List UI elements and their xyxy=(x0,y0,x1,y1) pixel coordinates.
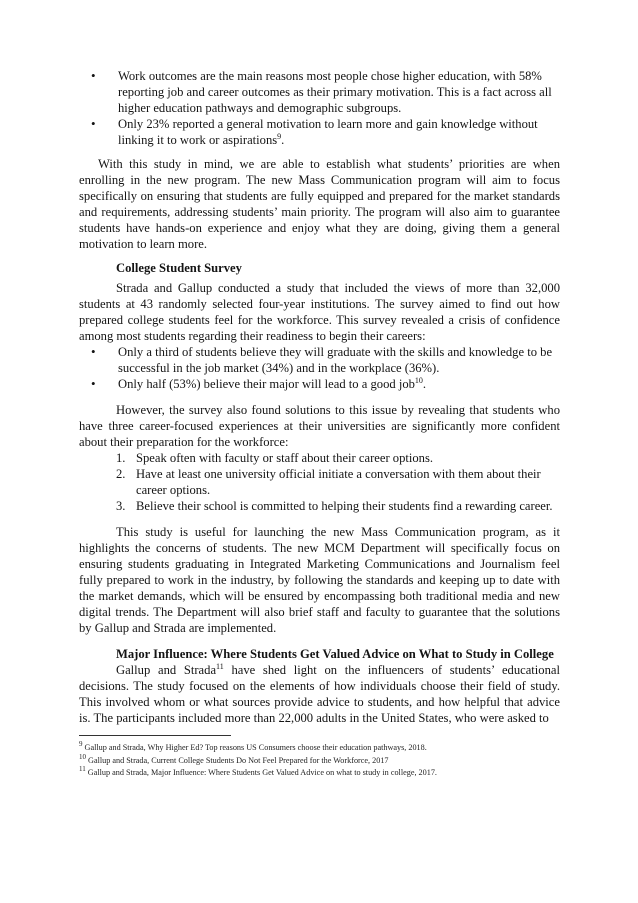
paragraph-useful-study: This study is useful for launching the new Mass Communication program, as it highlights the concerns of students. The new MCM Department will specifically focus on ensuring students graduating in Integrated Marketing Communications and Journalism feel fully prepared to work in the industry, by following the standards and keeping up to date with the market demands, which will be ensured by encompassing both traditional media and new digital trends. The Department will also brief staff and faculty to guarantee that the solutions by Gallup and Strada are implemented. xyxy=(79,525,560,635)
footnote-ref: 11 xyxy=(216,662,224,671)
footnote-divider xyxy=(79,735,231,736)
career-experience-list xyxy=(79,450,560,514)
section-heading-major-influence: Major Influence: Where Students Get Valued Advice on What to Study in College xyxy=(116,647,554,661)
bullet-text-end: . xyxy=(281,133,285,147)
bullet-text-end: . xyxy=(422,377,427,391)
list-number: 2. xyxy=(116,467,126,481)
bullet-icon: • xyxy=(91,68,96,83)
paragraph-study-in-mind: With this study in mind, we are able to establish what students’ priorities are when enrolling in the new program. The new Mass Communication program will aim to focus specifically on ensuring that students are fully equipped and prepared for the market standards and requirements, addressing students’ main priority. The program will also aim to guarantee students have hands-on experience and enjoy what they are doing, giving them a general motivation to learn more. xyxy=(79,157,560,251)
bullet-text: Only 23% reported a general motivation to learn more and gain knowledge without linking it to work or aspirations xyxy=(118,117,538,147)
list-item xyxy=(79,116,560,148)
list-text: Believe their school is committed to helping their students find a rewarding career. xyxy=(136,499,553,513)
bullet-text: Only half (53%) believe their major will lead to a good job xyxy=(118,377,415,391)
list-item xyxy=(79,344,560,376)
list-text: Speak often with faculty or staff about their career options. xyxy=(136,451,434,465)
footnote-text: Gallup and Strada, Major Influence: Where Students Get Valued Advice on what to study in college, 2017. xyxy=(87,768,437,777)
paragraph-solutions: However, the survey also found solutions to this issue by revealing that students who have three career-focused experiences at their universities are significantly more confident about their preparation for the workforce: xyxy=(79,403,560,449)
list-item xyxy=(79,466,560,498)
footnote xyxy=(79,752,560,768)
paragraph-rest: have shed light on the influencers of students’ educational decisions. The study focused on the elements of how individuals choose their field of study. This involved whom or what sources provide advice to students, and how helpful that advice is. The participants included more than 22,000 adults in the United States, who were asked to xyxy=(79,663,560,725)
footnote-ref: 10 xyxy=(414,376,423,385)
bullet-icon: • xyxy=(91,376,96,391)
footnote-text: Gallup and Strada, Current College Students Do Not Feel Prepared for the Workforce, 2017 xyxy=(88,755,389,765)
list-item xyxy=(79,450,560,466)
footnote-ref: 9 xyxy=(277,132,282,141)
list-item xyxy=(79,68,560,116)
paragraph-survey: Strada and Gallup conducted a study that included the views of more than 32,000 students at 43 randomly selected four-year institutions. The survey aimed to find out how prepared college students feel for the workforce. This survey revealed a crisis of confidence among most students regarding their readiness to begin their careers: xyxy=(79,281,560,343)
list-number: 3. xyxy=(116,499,126,513)
section-heading-college-student-survey: College Student Survey xyxy=(116,261,242,275)
footnote xyxy=(79,767,560,780)
bullet-icon: • xyxy=(91,116,96,131)
survey-bullet-list xyxy=(79,344,560,392)
footnotes xyxy=(79,742,560,780)
footnote-number: 9 xyxy=(79,740,83,748)
bullet-text: Only a third of students believe they will graduate with the skills and knowledge to be successful in the job market (34%) and in the workplace (36%). xyxy=(118,345,553,375)
bullet-text: Work outcomes are the main reasons most people chose higher education, with 58% reporting job and career outcomes as their primary motivation. This is a fact across all higher education pathways and demographic subgroups. xyxy=(118,69,552,115)
intro-bullet-list xyxy=(79,68,560,148)
paragraph-lead: Gallup and Strada xyxy=(116,663,217,677)
document-page xyxy=(79,68,560,780)
footnote xyxy=(79,742,560,755)
list-text: Have at least one university official initiate a conversation with them about their career options. xyxy=(136,467,541,497)
list-item xyxy=(79,376,560,392)
list-item xyxy=(79,498,560,514)
footnote-number: 10 xyxy=(79,752,86,761)
list-number: 1. xyxy=(116,451,126,465)
footnote-number: 11 xyxy=(79,765,86,773)
bullet-icon: • xyxy=(91,344,96,359)
paragraph-major-influence xyxy=(79,662,560,726)
footnote-text: Gallup and Strada, Why Higher Ed? Top reasons US Consumers choose their education pathways, 2018. xyxy=(84,743,427,752)
